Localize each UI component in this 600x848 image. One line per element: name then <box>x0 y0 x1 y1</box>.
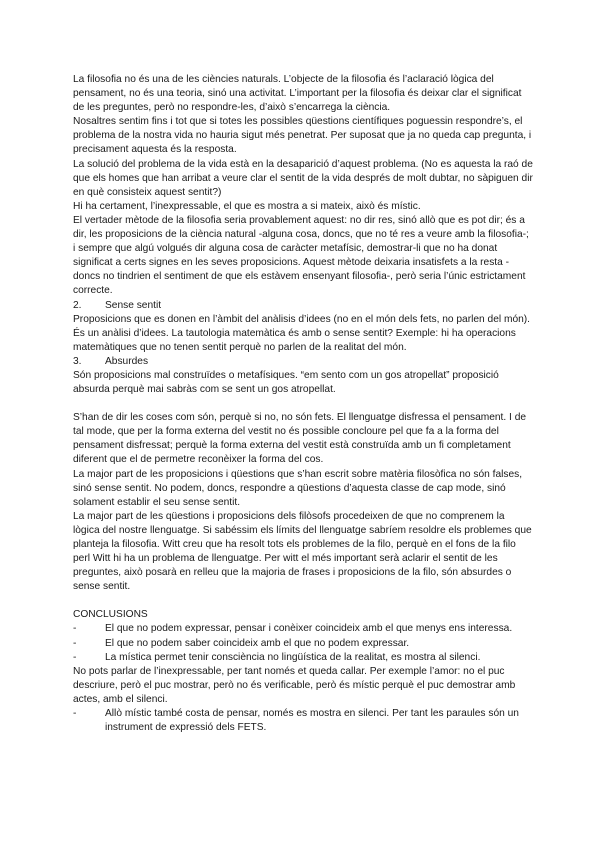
list-item <box>73 651 533 665</box>
paragraph: La filosofia no és una de les ciències naturals. L’objecte de la filosofia és l’aclaració lògica del pensament, no és una teoria, sinó una activitat. L’important per la filosofia és deixar clar el significat de les preguntes, però no respondre-les, d’això s’encarrega la ciència. <box>73 74 522 114</box>
list-item-text: Allò místic també costa de pensar, només es mostra en silenci. Per tant les paraules són un instrument de expressió dels FETS. <box>105 708 519 734</box>
list-item <box>73 707 533 735</box>
list-item-text: El que no podem saber coincideix amb el que no podem expressar. <box>105 637 410 649</box>
item-title: Absurdes <box>105 355 149 367</box>
item-title: Sense sentit <box>105 299 162 311</box>
bullet-dash: - <box>73 708 77 720</box>
list-item-text: La mística permet tenir consciència no lingüística de la realitat, es mostra al silenci. <box>105 651 481 663</box>
paragraph: S’han de dir les coses com són, perquè si no, no són fets. El llenguatge disfressa el pensament. I de tal mode, que per la forma externa del vestit no és possible concloure pel que fa a la forma del pensament disfressat; perquè la forma externa del vestit està construïda amb un fi completament diferent que el de permetre reconèixer la forma del cos. <box>73 412 527 466</box>
paragraph: Són proposicions mal construïdes o metafísiques. “em sento com un gos atropellat” proposició absurda perquè mai sabràs com se sent un gos atropellat. <box>73 369 499 396</box>
blank-line <box>73 594 533 608</box>
paragraph: Nosaltres sentim fins i tot que si totes les possibles qüestions científiques poguessin respondre’s, el problema de la nostra vida no hauria sigut més penetrat. Per suposat que ja no queda cap pregunta, i precisament aquesta és la resposta. <box>73 116 532 156</box>
bullet-dash: - <box>73 637 77 649</box>
list-item-text: El que no podem expressar, pensar i conèixer coincideix amb el que menys ens interessa. <box>105 623 513 635</box>
paragraph: Hi ha certament, l’inexpressable, el que es mostra a si mateix, això és místic. <box>73 200 421 212</box>
list-item <box>73 637 533 651</box>
bullet-dash: - <box>73 623 77 635</box>
bullet-dash: - <box>73 651 77 663</box>
paragraph: La major part de les qüestions i proposicions dels filòsofs procedeixen de que no comprenem la lògica del nostre llenguatge. Si sabéssim els límits del llenguatge sabríem resoldre els problemes que planteja la filosofia. Witt creu que ha resolt tots els problemes de la filo, perquè en el fons de la filo perl Witt hi ha un problema de llenguatge. Per witt el més important serà aclarir el sentit de les preguntes, això posarà en relleu que la majoria de frases i proposicions de la filo, són absurdes o sense sentit. <box>73 510 532 593</box>
numbered-heading-3 <box>73 355 533 369</box>
paragraph: El vertader mètode de la filosofia seria provablement aquest: no dir res, sinó allò que es pot dir; és a dir, les proposicions de la ciència natural -alguna cosa, doncs, que no té res a veure amb la filosofia-; i sempre que algú volgués dir alguna cosa de caràcter metafísic, demostrar-li que no ha donat significat a certs signes en les seves proposicions. Aquest mètode deixaria insatisfets a la resta -doncs no tindrien el sentiment de que els estàvem ensenyant filosofia-, però seria l’únic estrictament correcte. <box>73 214 529 297</box>
list-item <box>73 622 533 636</box>
paragraph: No pots parlar de l’inexpressable, per tant només et queda callar. Per exemple l’amor: no el puc descriure, però el puc mostrar, però no és verificable, però és místic perquè el puc demostrar amb actes, amb el silenci. <box>73 665 516 705</box>
document-body <box>73 73 533 735</box>
paragraph: Proposicions que es donen en l’àmbit del anàlisis d’idees (no en el món dels fets, no parlen del món). És un anàlisi d’idees. La tautologia matemàtica és amb o sense sentit? Exemple: hi ha operacions matemàtiques que no tenen sentit perquè no parlen de la realitat del món. <box>73 313 531 353</box>
paragraph: La major part de les proposicions i qüestions que s’han escrit sobre matèria filosòfica no són falses, sinó sense sentit. No podem, doncs, respondre a qüestions d’aquesta classe de cap mode, sinó solament establir el seu sense sentit. <box>73 468 523 508</box>
paragraph: La solució del problema de la vida està en la desaparició d’aquest problema. (No es aquesta la raó de que els homes que han arribat a veure clar el sentit de la vida després de molt dubtar, no sàpiguen dir en què consisteix aquest sentit?) <box>73 158 533 198</box>
numbered-heading-2 <box>73 299 533 313</box>
item-number: 3. <box>73 355 82 367</box>
blank-line <box>73 397 533 411</box>
item-number: 2. <box>73 299 82 311</box>
section-heading: CONCLUSIONS <box>73 609 148 621</box>
